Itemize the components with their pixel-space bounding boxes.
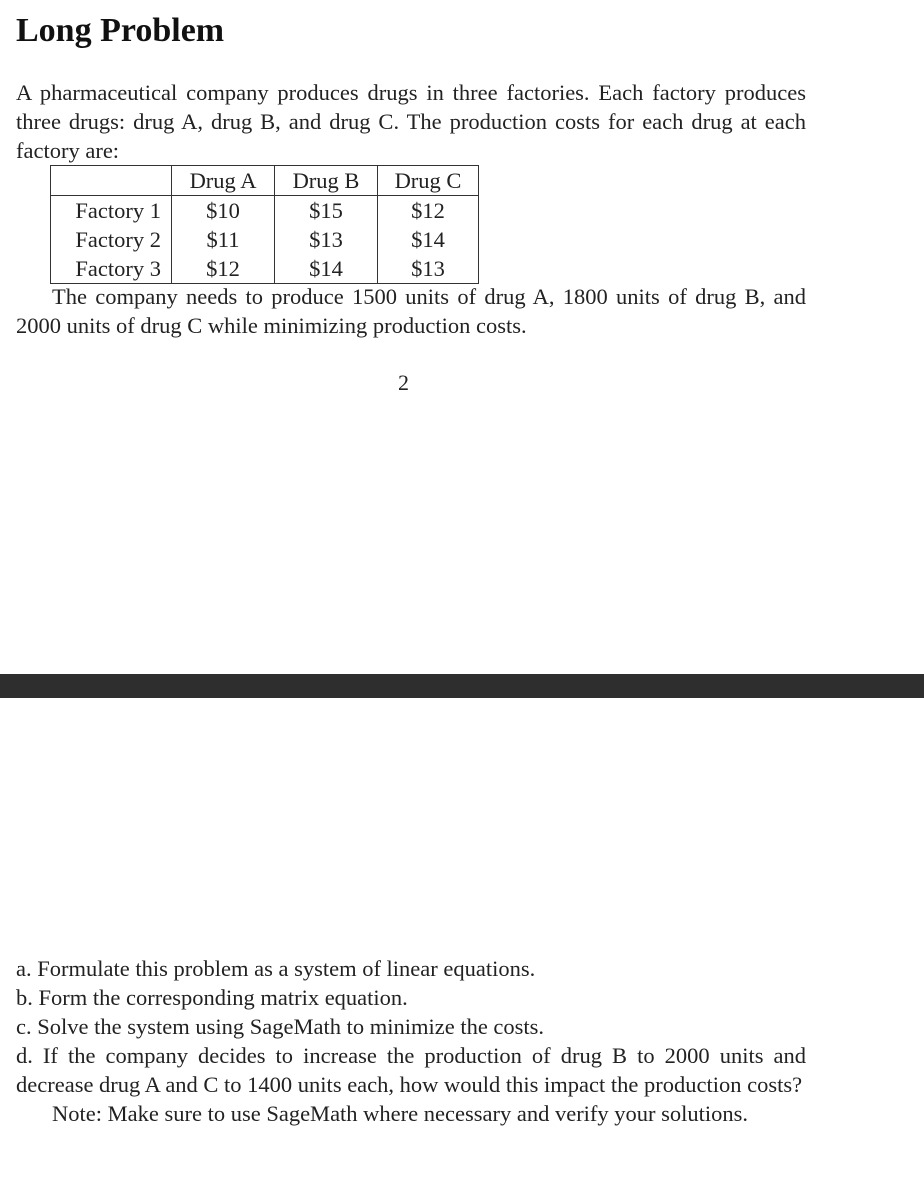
question-c: c. Solve the system using SageMath to minimize the costs. xyxy=(16,1014,545,1039)
requirement-paragraph: The company needs to produce 1500 units of drug A, 1800 units of drug B, and 2000 units of drug C while minimizing production costs. xyxy=(16,284,806,338)
table-header-empty xyxy=(51,166,172,196)
row-label-factory-1: Factory 1 xyxy=(51,196,172,226)
question-b: b. Form the corresponding matrix equation. xyxy=(16,985,408,1010)
table-cell: $13 xyxy=(378,254,479,284)
table-row xyxy=(51,225,479,254)
table-row xyxy=(51,254,479,284)
table-header-drug-c: Drug C xyxy=(378,166,479,196)
table-cell: $11 xyxy=(172,225,275,254)
question-d: d. If the company decides to increase the production of drug B to 2000 units and decrease drug A and C to 1400 units each, how would this impact the production costs? xyxy=(16,1043,806,1097)
table-header-row xyxy=(51,166,479,196)
row-label-factory-2: Factory 2 xyxy=(51,225,172,254)
table-cell: $10 xyxy=(172,196,275,226)
section-title: Long Problem xyxy=(16,12,225,49)
table-cell: $13 xyxy=(275,225,378,254)
table-cell: $14 xyxy=(275,254,378,284)
questions-list xyxy=(16,954,806,1128)
page-number: 2 xyxy=(398,370,409,395)
page-separator xyxy=(0,674,924,698)
table-header-drug-a: Drug A xyxy=(172,166,275,196)
table-cell: $12 xyxy=(378,196,479,226)
table-cell: $15 xyxy=(275,196,378,226)
table-header-drug-b: Drug B xyxy=(275,166,378,196)
question-a: a. Formulate this problem as a system of linear equations. xyxy=(16,956,536,981)
table-row xyxy=(51,196,479,226)
row-label-factory-3: Factory 3 xyxy=(51,254,172,284)
intro-paragraph: A pharmaceutical company produces drugs in three factories. Each factory produces three drugs: drug A, drug B, and drug C. The production costs for each drug at each factory are: xyxy=(16,80,806,163)
cost-table xyxy=(50,165,479,284)
table-cell: $14 xyxy=(378,225,479,254)
table-cell: $12 xyxy=(172,254,275,284)
note-paragraph: Note: Make sure to use SageMath where necessary and verify your solutions. xyxy=(52,1101,749,1126)
